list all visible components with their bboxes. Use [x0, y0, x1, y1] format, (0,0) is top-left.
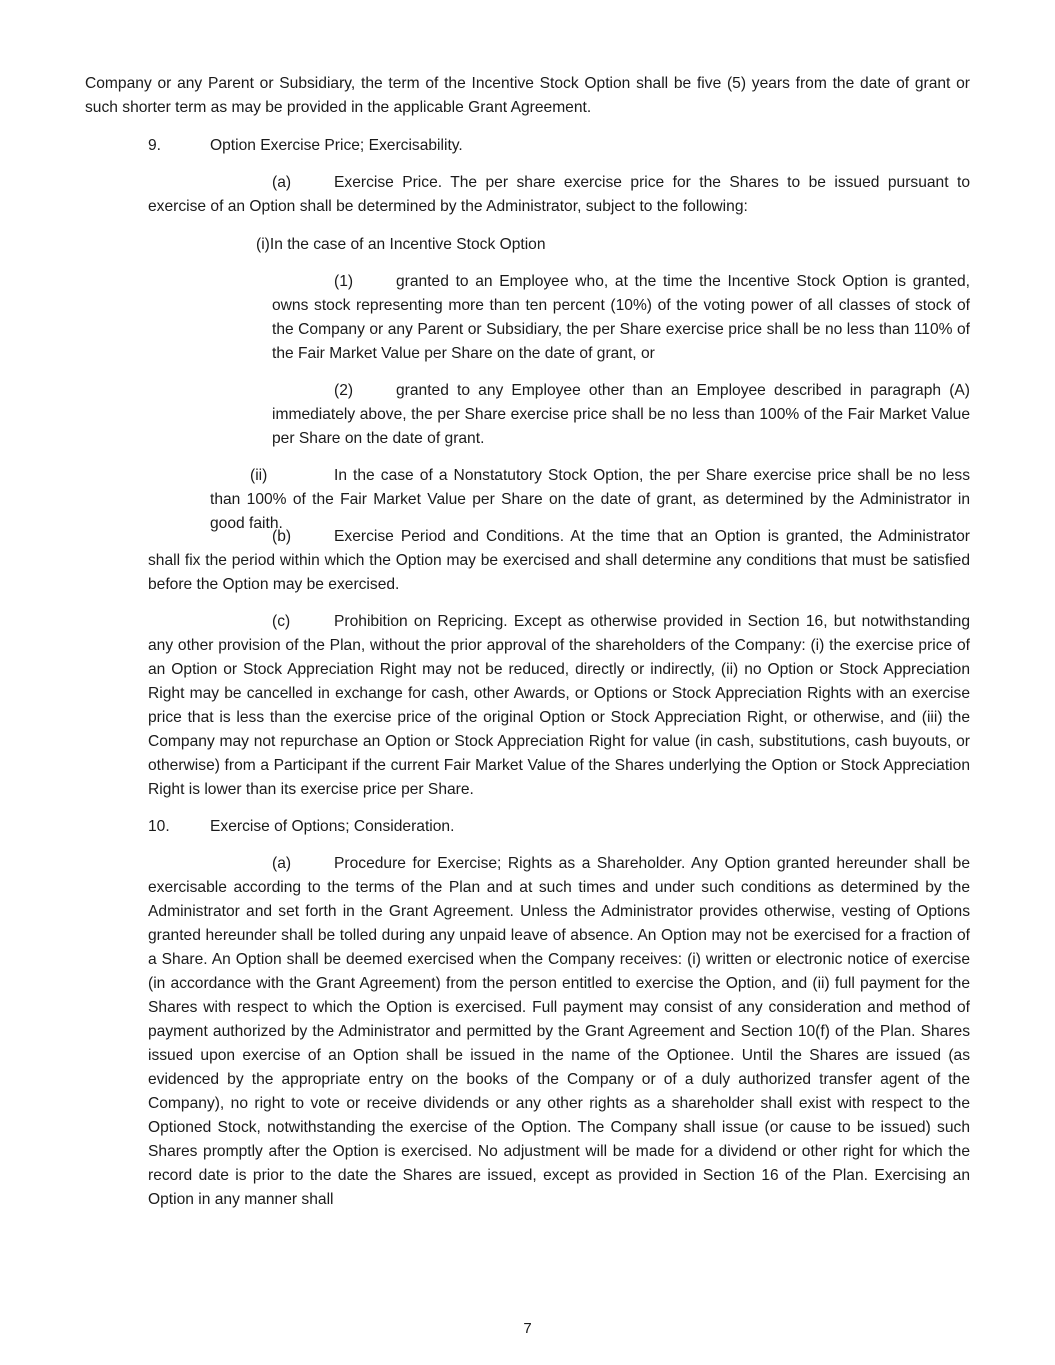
paragraph-9a-i-2	[272, 379, 970, 451]
section-9-heading	[148, 134, 463, 158]
paragraph-9c-label: (c)	[272, 613, 291, 630]
paragraph-9a	[148, 171, 970, 219]
paragraph-10a-label: (a)	[272, 855, 292, 872]
section-10-title: Exercise of Options; Consideration.	[210, 818, 455, 835]
intro-paragraph	[85, 72, 970, 120]
section-10-heading	[148, 815, 454, 839]
paragraph-9a-label: (a)	[272, 174, 292, 191]
paragraph-9c-text: Prohibition on Repricing. Except as otherwise provided in Section 16, but notwithstanding any other provision of the Plan, without the prior approval of the shareholders of the Company: (i) the exercise price of an Option or Stock Appreciation Right may not be reduced, directly or indirectly, (ii) no Option or Stock Appreciation Right may be cancelled in exchange for cash, other Awards, or Options or Stock Appreciation Rights with an exercise price that is less than the exercise price of the original Option or Stock Appreciation Right, or otherwise, and (iii) the Company may not repurchase an Option or Stock Appreciation Right for value (in cash, substitutions, cash buyouts, or otherwise) from a Participant if the current Fair Market Value of the Shares underlying the Option or Stock Appreciation Right is lower than its exercise price per Share.	[148, 613, 970, 798]
paragraph-9a-i-text: In the case of an Incentive Stock Option	[269, 236, 546, 253]
paragraph-9a-i-1	[272, 270, 970, 366]
paragraph-9a-ii-text: In the case of a Nonstatutory Stock Option, the per Share exercise price shall be no less than 100% of the Fair Market Value per Share on the date of grant, as determined by the Administrator in good faith.	[210, 467, 970, 532]
paragraph-9b-label: (b)	[272, 528, 292, 545]
paragraph-9a-i-1-label: (1)	[334, 273, 354, 290]
paragraph-10a	[148, 852, 970, 1212]
paragraph-10a-text: Procedure for Exercise; Rights as a Shareholder. Any Option granted hereunder shall be exercisable according to the terms of the Plan and at such times and under such conditions as determined by the Administrator and set forth in the Grant Agreement. Unless the Administrator provides otherwise, vesting of Options granted hereunder shall be tolled during any unpaid leave of absence. An Option may not be exercised for a fraction of a Share. An Option shall be deemed exercised when the Company receives: (i) written or electronic notice of exercise (in accordance with the Grant Agreement) from the person entitled to exercise the Option, and (ii) full payment for the Shares with respect to which the Option is exercised. Full payment may consist of any consideration and method of payment authorized by the Administrator and permitted by the Grant Agreement and Section 10(f) of the Plan. Shares issued upon exercise of an Option shall be issued in the name of the Optionee. Until the Shares are issued (as evidenced by the appropriate entry on the books of the Company or of a duly authorized transfer agent of the Company), no right to vote or receive dividends or any other rights as a shareholder shall exist with respect to the Optioned Stock, notwithstanding the exercise of the Option. The Company shall issue (or cause to be issued) such Shares promptly after the Option is exercised. No adjustment will be made for a dividend or other right for which the record date is prior to the date the Shares are issued, except as provided in Section 16 of the Plan. Exercising an Option in any manner shall	[148, 855, 970, 1208]
paragraph-9a-i-label: (i)	[256, 236, 270, 253]
section-9-number: 9.	[148, 137, 162, 154]
page-number: 7	[523, 1320, 532, 1337]
intro-paragraph-text: Company or any Parent or Subsidiary, the term of the Incentive Stock Option shall be five (5) years from the date of grant or such shorter term as may be provided in the applicable Grant Agreement.	[85, 75, 970, 116]
paragraph-9c	[148, 610, 970, 802]
paragraph-9a-text: Exercise Price. The per share exercise price for the Shares to be issued pursuant to exercise of an Option shall be determined by the Administrator, subject to the following:	[148, 174, 970, 215]
paragraph-9a-i-1-text: granted to an Employee who, at the time the Incentive Stock Option is granted, owns stock representing more than ten percent (10%) of the voting power of all classes of stock of the Company or any Parent or Subsidiary, the per Share exercise price shall be no less than 110% of the Fair Market Value per Share on the date of grant, or	[272, 273, 970, 362]
section-9-title: Option Exercise Price; Exercisability.	[210, 137, 463, 154]
section-10-number: 10.	[148, 818, 170, 835]
paragraph-9a-i	[256, 233, 546, 257]
paragraph-9b	[148, 525, 970, 597]
paragraph-9a-ii-label: (ii)	[250, 467, 268, 484]
paragraph-9a-i-2-label: (2)	[334, 382, 354, 399]
paragraph-9b-text: Exercise Period and Conditions. At the time that an Option is granted, the Administrator shall fix the period within which the Option may be exercised and shall determine any conditions that must be satisfied before the Option may be exercised.	[148, 528, 970, 593]
paragraph-9a-i-2-text: granted to any Employee other than an Employee described in paragraph (A) immediately above, the per Share exercise price shall be no less than 100% of the Fair Market Value per Share on the date of grant.	[272, 382, 970, 447]
